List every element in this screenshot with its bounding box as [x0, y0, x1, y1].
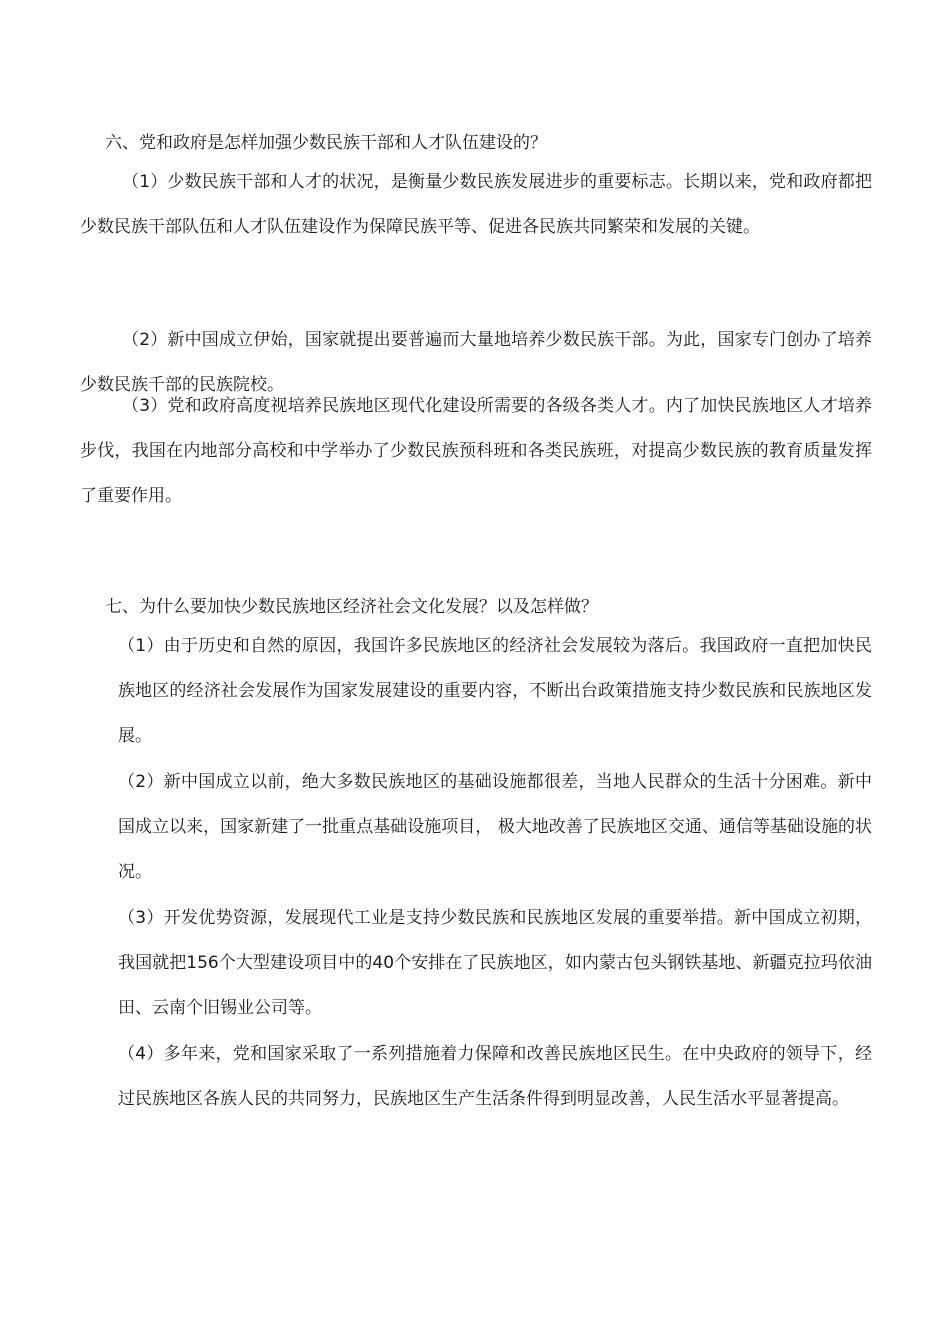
section-6-paragraph-1: （1）少数民族干部和人才的状况，是衡量少数民族发展进步的重要标志。长期以来，党和政府都把少数民族干部队伍和人才队伍建设作为保障民族平等、促进各民族共同繁荣和发展的关键。: [80, 172, 872, 237]
section-6-heading: 六、党和政府是怎样加强少数民族干部和人才队伍建设的？: [105, 133, 547, 153]
section-7-heading: 七、为什么要加快少数民族地区经济社会文化发展？以及怎样做？: [105, 597, 598, 617]
section-7-paragraph-3: （3）开发优势资源，发展现代工业是支持少数民族和民族地区发展的重要举措。新中国成立初期，我国就把156个大型建设项目中的40个安排在了民族地区，如内蒙古包头钢铁基地、新疆克拉玛依油田、云南个旧锡业公司等。: [118, 908, 872, 1018]
section-7-paragraph-4: （4）多年来，党和国家采取了一系列措施着力保障和改善民族地区民生。在中央政府的领导下，经过民族地区各族人民的共同努力，民族地区生产生活条件得到明显改善，人民生活水平显著提高。: [118, 1044, 872, 1109]
section-6-paragraph-2: （2）新中国成立伊始，国家就提出要普遍而大量地培养少数民族干部。为此，国家专门创办了培养少数民族千部的民族院校。: [80, 330, 872, 395]
section-6-paragraph-3: （3）党和政府高度视培养民族地区现代化建设所需要的各级各类人才。内了加快民族地区人才培养步伐，我国在内地部分高校和中学举办了少数民族预科班和各类民族班，对提高少数民族的教育质量发挥了重要作用。: [80, 396, 872, 506]
section-7-paragraph-2: （2）新中国成立以前，绝大多数民族地区的基础设施都很差，当地人民群众的生活十分困难。新中国成立以来，国家新建了一批重点基础设施项目， 极大地改善了民族地区交通、通信等基础设施的状况。: [118, 772, 872, 882]
section-7-paragraph-1: （1）由于历史和自然的原因，我国许多民族地区的经济社会发展较为落后。我国政府一直把加快民族地区的经济社会发展作为国家发展建设的重要内容，不断出台政策措施支持少数民族和民族地区发展。: [118, 636, 872, 746]
